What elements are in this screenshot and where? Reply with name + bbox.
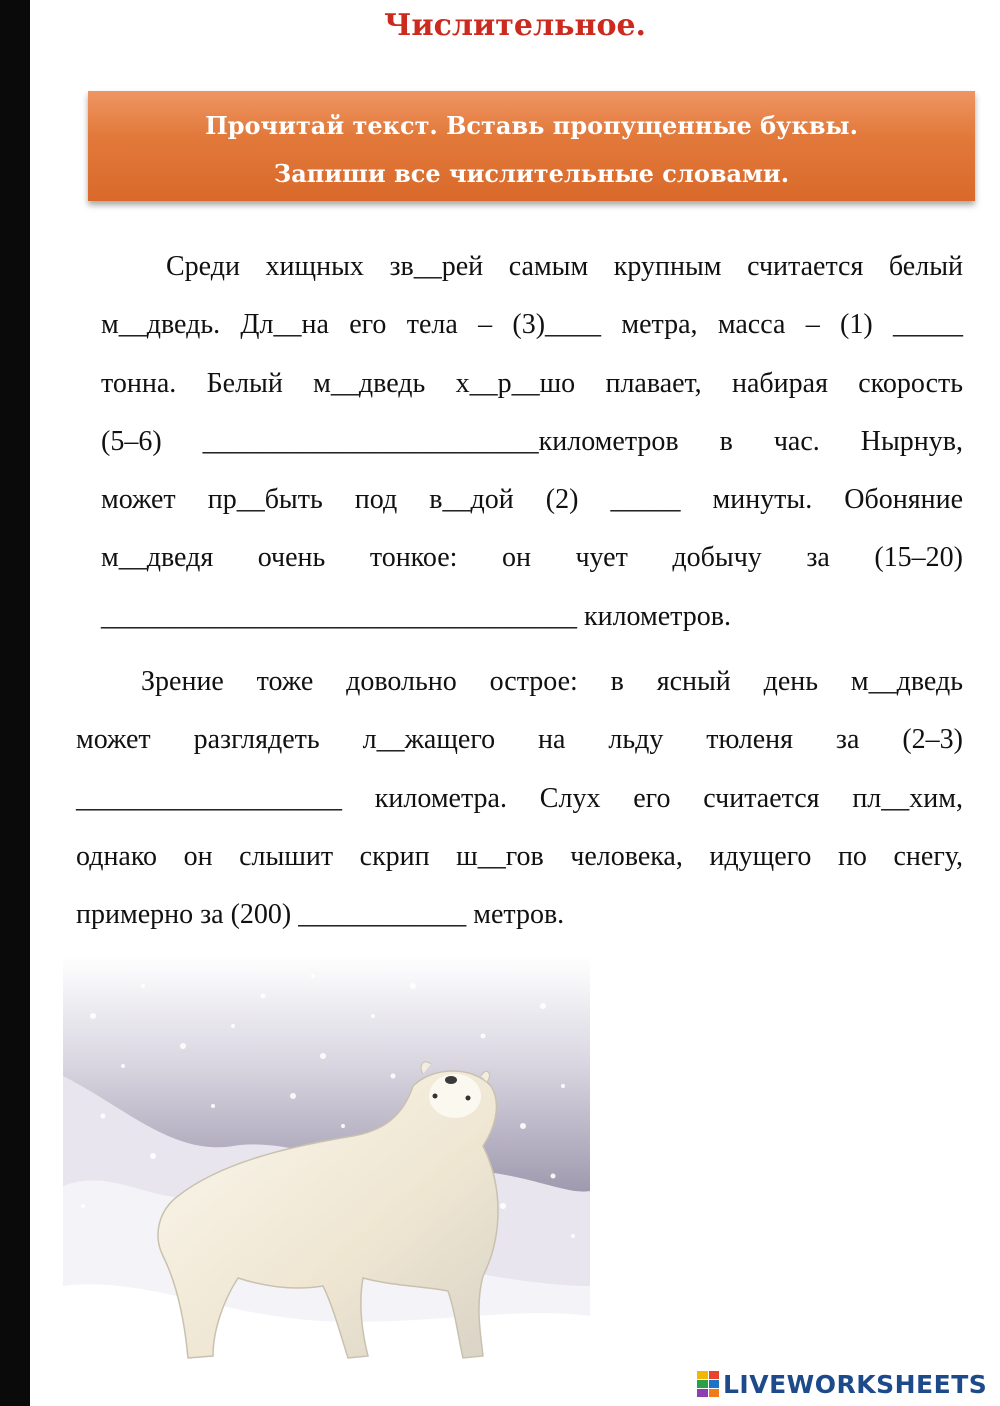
text-line: примерно за (200) ____________ метров. [76,899,565,931]
text-line: (5–6) ________________________километров в час. Нырнув, [101,425,963,457]
text-line: тонна. Белый м__дведь х__р__шо плавает, набирая скорость [101,367,963,399]
logo-mark-icon [697,1371,719,1397]
polar-bear-illustration [63,956,590,1386]
text-line: однако он слышит скрип ш__гов человека, идущего по снегу, [76,840,963,872]
text-paragraph-1 [101,238,963,646]
text-line: Среди хищных зв__рей самым крупным считается белый [166,251,963,282]
text-line: __________________________________ километров. [101,600,731,632]
text-line: может пр__быть под в__дой (2) _____ минуты. Обоняние [101,484,963,516]
instruction-line-2: Запиши все числительные словами. [273,159,790,188]
page-title: Числительное. [383,8,646,43]
text-line: м__дведя очень тонкое: он чует добычу за (15–20) [101,542,963,574]
instruction-line-1: Прочитай текст. Вставь пропущенные буквы. [205,111,858,140]
logo-text: LIVEWORKSHEETS [723,1369,988,1399]
text-line: м__дведь. Дл__на его тела – (3)____ метра, масса – (1) _____ [101,309,963,341]
text-paragraph-2 [76,653,963,944]
text-line: может разглядеть л__жащего на льду тюленя за (2–3) [76,724,963,756]
liveworksheets-logo [697,1369,987,1399]
text-line: Зрение тоже довольно острое: в ясный день м__дведь [141,666,963,697]
left-edge-bar [0,0,30,1406]
text-line: ___________________ километра. Слух его считается пл__хим, [76,782,963,814]
instruction-banner [88,91,975,201]
